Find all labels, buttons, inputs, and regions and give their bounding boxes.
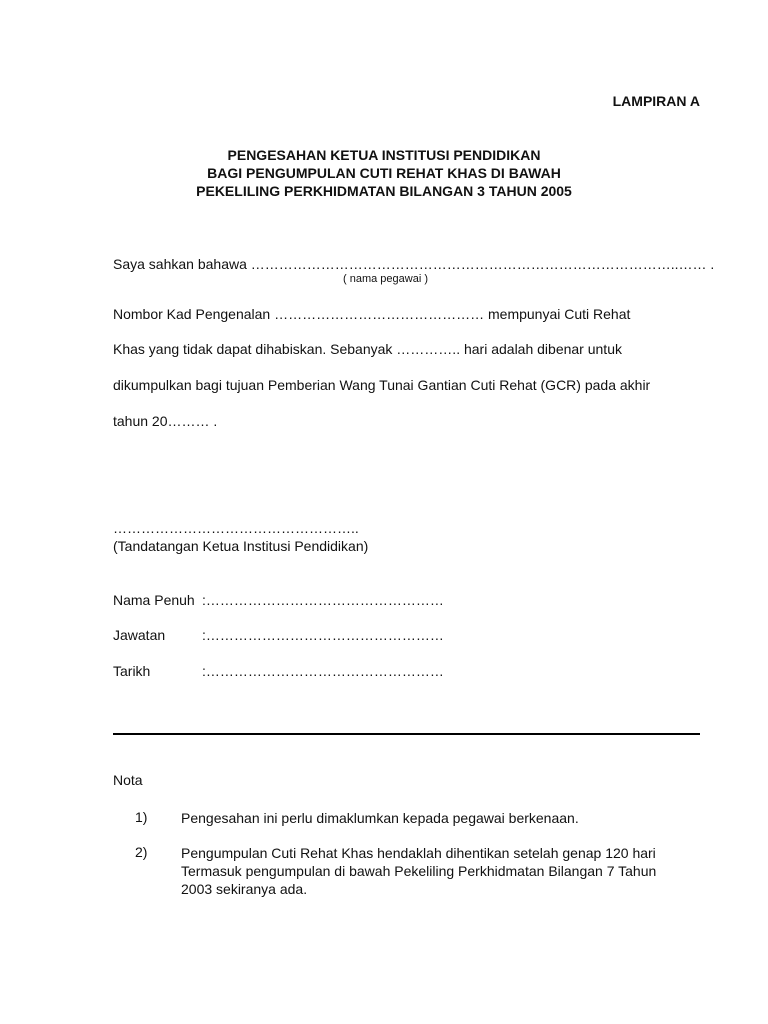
field-label-tarikh: Tarikh — [113, 663, 151, 679]
nota-item-2-line-2: Termasuk pengumpulan di bawah Pekeliling Perkhidmatan Bilangan 7 Tahun — [181, 863, 657, 879]
field-value-jawatan: :…………………………………………… — [202, 627, 444, 643]
statement-line-5: tahun 20……… . — [113, 413, 218, 429]
nota-item-1-text: Pengesahan ini perlu dimaklumkan kepada pegawai berkenaan. — [181, 810, 579, 826]
name-hint: ( nama pegawai ) — [343, 273, 428, 285]
nota-heading: Nota — [113, 772, 143, 788]
field-label-nama: Nama Penuh — [113, 592, 195, 608]
statement-line-2: Nombor Kad Pengenalan ……………………………………… mempunyai Cuti Rehat — [113, 306, 631, 322]
annex-label: LAMPIRAN A — [612, 93, 700, 109]
nota-item-2-number: 2) — [135, 844, 148, 860]
divider — [113, 733, 700, 735]
signature-line: …………………………………………….. — [113, 520, 359, 536]
statement-line-1: Saya sahkan bahawa ………………………………………………………………………………..…… . — [113, 256, 715, 272]
nota-item-2-line-3: 2003 sekiranya ada. — [181, 881, 308, 897]
nota-item-2-line-1: Pengumpulan Cuti Rehat Khas hendaklah dihentikan setelah genap 120 hari — [181, 845, 656, 861]
statement-line-3: Khas yang tidak dapat dihabiskan. Sebanyak ………….. hari adalah dibenar untuk — [113, 341, 622, 357]
field-value-tarikh: :…………………………………………… — [202, 663, 444, 679]
title-line-1: PENGESAHAN KETUA INSTITUSI PENDIDIKAN — [227, 147, 541, 163]
field-value-nama: :…………………………………………… — [202, 592, 444, 608]
signature-label: (Tandatangan Ketua Institusi Pendidikan) — [113, 538, 369, 554]
title-line-3: PEKELILING PERKHIDMATAN BILANGAN 3 TAHUN 2005 — [196, 183, 572, 199]
nota-item-1-number: 1) — [135, 809, 148, 825]
field-label-jawatan: Jawatan — [113, 627, 166, 643]
title-line-2: BAGI PENGUMPULAN CUTI REHAT KHAS DI BAWAH — [207, 165, 561, 181]
statement-line-4: dikumpulkan bagi tujuan Pemberian Wang Tunai Gantian Cuti Rehat (GCR) pada akhir — [113, 377, 651, 393]
